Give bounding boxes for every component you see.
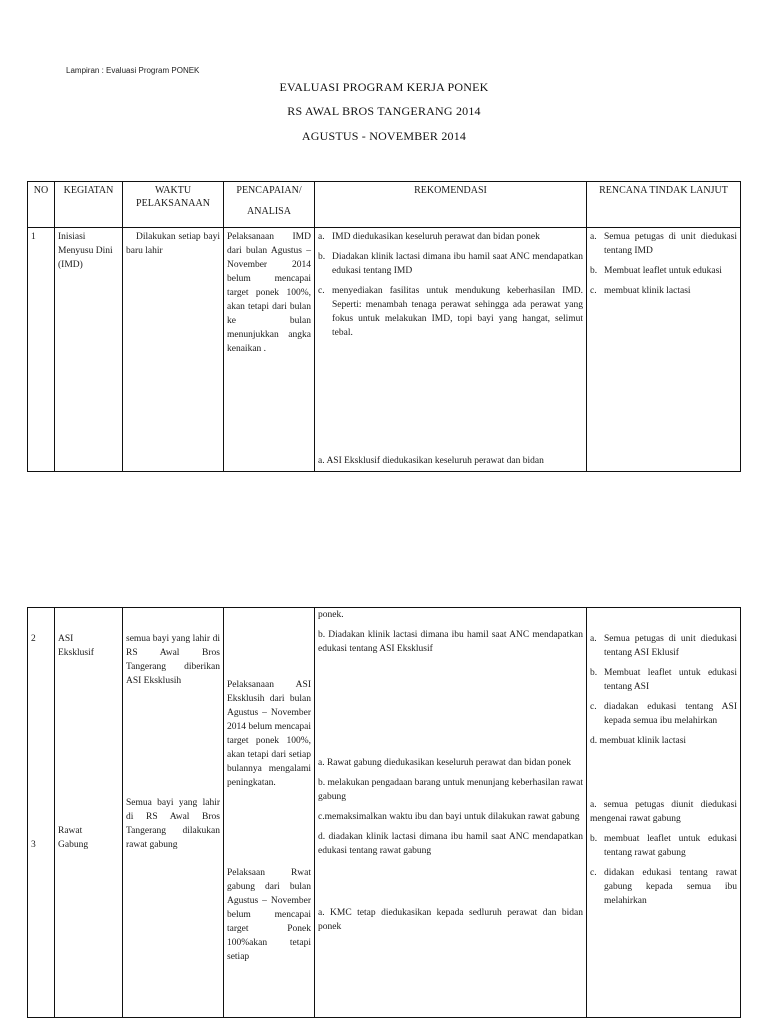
lampiran-label: Lampiran : Evaluasi Program PONEK (66, 66, 200, 75)
evaluation-table-part1 (27, 181, 741, 472)
evaluation-table-part2 (27, 607, 741, 1018)
header-pencapaian-label: PENCAPAIAN/ (236, 185, 302, 196)
row2-no: 2 (31, 634, 36, 644)
header-pencapaian (224, 182, 315, 228)
row1-kegiatan: Inisiasi Menyusu Dini (IMD) (55, 228, 123, 472)
row3-kegiatan: Rawat Gabung (58, 826, 89, 850)
row3-rek-b: b. melakukan pengadaan barang untuk menunjang keberhasilan rawat gabung (318, 778, 583, 802)
row2-plan-item-c: c. diadakan edukasi tentang ASI kepada semua ibu melahirkan (590, 702, 737, 726)
row1-plan-item-a: a. Semua petugas di unit diedukasi tentang IMD (590, 232, 737, 256)
row1-plan-item-b: b. Membuat leaflet untuk edukasi (590, 266, 722, 276)
header-rencana: RENCANA TINDAK LANJUT (587, 182, 741, 228)
row3-pencapaian: Pelaksaan Rwat gabung dari bulan Agustus – November belum mencapai target Ponek 100%akan tetapi setiap (227, 868, 311, 962)
row1-pencapaian: Pelaksanaan IMD dari bulan Agustus – November 2014 belum mencapai target ponek 100%, akan tetapi dari bulan ke bulan menunjukkan angka kenaikan . (224, 228, 315, 472)
row3-rek-d: d. diadakan klinik lactasi dimana ibu hamil saat ANC mendapatkan edukasi tentang rawat gabung (318, 832, 583, 856)
row3-plan-item-c: c. didakan edukasi tentang rawat gabung kepada semua ibu melahirkan (590, 868, 737, 906)
row3-rek-kmc: a. KMC tetap diedukasikan kepada sedluruh perawat dan bidan ponek (318, 908, 583, 932)
table-row-asi-rawat-gabung (28, 608, 741, 1018)
row3-rek-c: c.memaksimalkan waktu ibu dan bayi untuk dilakukan rawat gabung (318, 812, 580, 822)
row23-no (28, 608, 55, 1018)
row23-pencapaian (224, 608, 315, 1018)
header-rekomendasi: REKOMENDASI (315, 182, 587, 228)
row2-plan-item-a: a. Semua petugas di unit diedukasi tentang ASI Eklusif (590, 634, 737, 658)
row3-no: 3 (31, 840, 36, 850)
row2-waktu: semua bayi yang lahir di RS Awal Bros Tangerang diberikan ASI Eksklusih (126, 634, 220, 686)
header-waktu: WAKTU PELAKSANAAN (123, 182, 224, 228)
header-kegiatan: KEGIATAN (55, 182, 123, 228)
document-subtitle-period: AGUSTUS - NOVEMBER 2014 (301, 129, 467, 143)
row1-rekomendasi (315, 228, 587, 472)
row2-kegiatan: ASI Eksklusif (58, 634, 94, 658)
row3-waktu: Semua bayi yang lahir di RS Awal Bros Tangerang dilakukan rawat gabung (126, 798, 220, 850)
document-title: EVALUASI PROGRAM KERJA PONEK (279, 80, 489, 94)
row3-plan-item-a: a. semua petugas diunit diedukasi mengenai rawat gabung (590, 800, 737, 824)
document-subtitle-hospital: RS AWAL BROS TANGERANG 2014 (287, 104, 481, 118)
row23-rekomendasi (315, 608, 587, 1018)
row2-plan-item-d: d. membuat klinik lactasi (590, 736, 687, 746)
row1-no: 1 (28, 228, 55, 472)
row1-rek-item-c: c. menyediakan fasilitas untuk mendukung keberhasilan IMD. Seperti: menambah tenaga perawat sehingga ada perawat yang fokus untuk melakukan IMD, topi bayi yang hangat, selimut tebal. (318, 286, 583, 338)
header-no: NO (28, 182, 55, 228)
row23-waktu (123, 608, 224, 1018)
row1-waktu: Dilakukan setiap bayi baru lahir (123, 228, 224, 472)
row3-plan-item-b: b. membuat leaflet untuk edukasi tentang rawat gabung (590, 834, 737, 858)
row1-rencana (587, 228, 741, 472)
table-header-row (28, 182, 741, 228)
row1-rek-asi: a. ASI Eksklusif diedukasikan keseluruh perawat dan bidan (318, 456, 544, 466)
row23-rencana (587, 608, 741, 1018)
row1-rek-item-b: b. Diadakan klinik lactasi dimana ibu hamil saat ANC mendapatkan edukasi tentang IMD (318, 252, 583, 276)
row2-rek-b: b. Diadakan klinik lactasi dimana ibu hamil saat ANC mendapatkan edukasi tentang ASI Eksklusif (318, 630, 583, 654)
row1-rek-item-a: a. IMD diedukasikan keseluruh perawat dan bidan ponek (318, 232, 540, 242)
header-analisa-label: ANALISA (247, 206, 291, 217)
row2-plan-item-b: b. Membuat leaflet untuk edukasi tentang ASI (590, 668, 737, 692)
row2-pencapaian: Pelaksanaan ASI Eksklusih dari bulan Agustus – November 2014 belum mencapai target ponek 100%, akan tetapi dari setiap bulannya mengalami peningkatan. (227, 680, 311, 788)
row1-plan-item-c: c. membuat klinik lactasi (590, 286, 691, 296)
row23-kegiatan (55, 608, 123, 1018)
table-row-imd (28, 228, 741, 472)
row2-rek-ponek: ponek. (318, 610, 344, 620)
row3-rek-a: a. Rawat gabung diedukasikan keseluruh perawat dan bidan ponek (318, 758, 571, 768)
